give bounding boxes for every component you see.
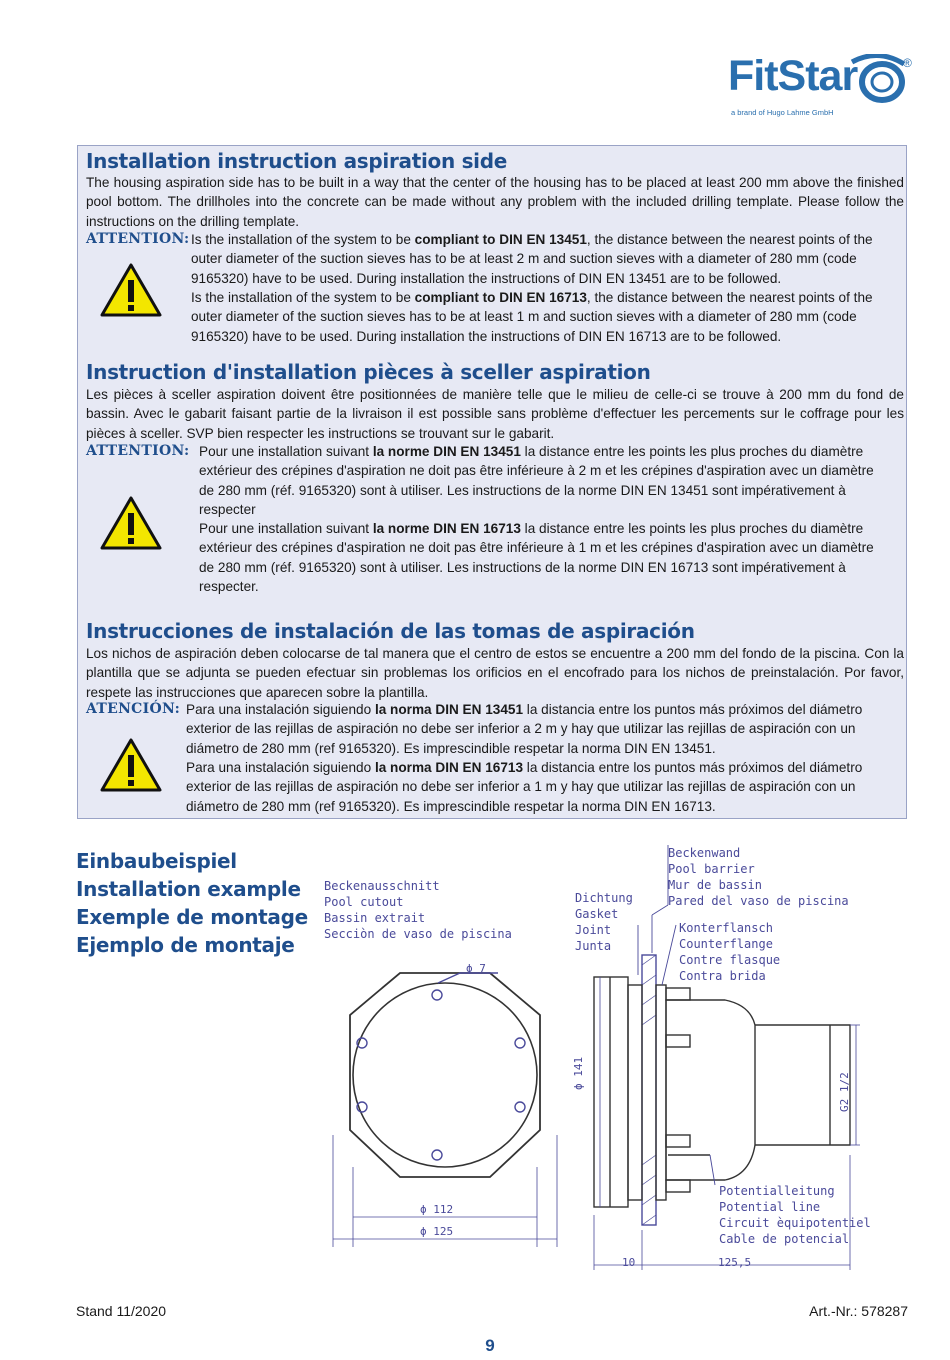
attention-label-es: ATENCIÓN: xyxy=(86,701,181,717)
attention-text-fr-1: Pour une installation suivant la norme DIN EN 13451 la distance entre les points les plus proches du diamètre extérieur des crépines d'aspiration ne doit pas être inférieure à 2 m et les crépines d'aspiration avec un diamètre de 280 mm (réf. 9165320) sont à utiliser. Les instructions de la norme DIN EN 13451 sont impérativement à respecter xyxy=(199,444,874,517)
attention-label-en: ATTENTION: xyxy=(86,231,190,247)
pool-wall-label: Beckenwand Pool barrier Mur de bassin Pared del vaso de piscina xyxy=(668,846,849,908)
logo-wordmark: FitStar xyxy=(728,52,858,100)
inner-diameter-dim: ϕ 112 xyxy=(420,1203,454,1216)
warning-icon xyxy=(100,263,162,317)
fitstar-logo xyxy=(728,50,928,125)
depth-dim-large: 125,5 xyxy=(718,1256,752,1269)
example-heading-de: Einbaubeispiel xyxy=(76,849,237,873)
example-heading-fr: Exemple de montage xyxy=(76,905,308,929)
potential-line-label: Potentialleitung Potential line Circuit èquipotentiel Cable de potencial xyxy=(719,1184,871,1246)
section-title-en: Installation instruction aspiration side xyxy=(86,149,508,173)
warning-icon xyxy=(100,496,162,550)
stand-date: Stand 11/2020 xyxy=(76,1303,167,1319)
example-heading-en: Installation example xyxy=(76,877,301,901)
attention-text-es-2: Para una instalación siguiendo la norma DIN EN 16713 la distancia entre los puntos más próximos del diámetro exterior de las rejillas de aspiración no debe ser inferior a 1 m y hay que utilizar las rejillas de aspiración con un diámetro de 280 mm (ref 9165320). Es imprescindible respetar la norma DIN EN 16713. xyxy=(186,760,863,814)
registered-mark: ® xyxy=(903,56,912,70)
hole-diameter-dim: ϕ 7 xyxy=(466,962,486,975)
outer-diameter-dim: ϕ 125 xyxy=(420,1225,454,1238)
counterflange-label: Konterflansch Counterflange Contre flasque Contra brida xyxy=(679,921,781,983)
logo-tagline: a brand of Hugo Lahme GmbH xyxy=(731,108,834,117)
section-title-es: Instrucciones de instalación de las tomas de aspiración xyxy=(86,619,695,643)
section-body-fr: Les pièces à sceller aspiration doivent être positionnées de manière telle que le milieu de celle-ci se trouve à 200 mm du fond de bassin. Avec le gabarit faisant partie de la livraison il est possible sans problème d'effectuer les percements sur le coffrage pour les pièces à sceller. SVP bien respecter les instructions se trouvant sur le gabarit. xyxy=(86,387,904,441)
installation-example-headings xyxy=(76,847,308,959)
height-dim: ϕ 141 xyxy=(572,1056,585,1090)
section-title-fr: Instruction d'installation pièces à sceller aspiration xyxy=(86,360,651,384)
logo-ring-icon xyxy=(848,54,908,106)
instruction-box xyxy=(77,145,907,819)
attention-text-en-2: Is the installation of the system to be compliant to DIN EN 16713, the distance between the nearest points of the outer diameter of the suction sieves has to be at least 1 m and suction sieves with a diameter of 280 mm (code 9165320) have to be used. During installation the instructions of DIN EN 16713 are to be followed. xyxy=(191,290,873,344)
attention-label-fr: ATTENTION: xyxy=(86,443,190,459)
depth-dim-small: 10 xyxy=(622,1256,636,1269)
section-body-en: The housing aspiration side has to be built in a way that the center of the housing has to be placed at least 200 mm above the finished pool bottom. The drillholes into the concrete can be made without any problem with the included drilling template. Please follow the instructions on the drilling template. xyxy=(86,175,904,229)
section-body-es: Los nichos de aspiración deben colocarse de tal manera que el centro de estos se encuentre a 200 mm del fondo de la piscina. Con la plantilla que se adjunta se pueden efectuar sin problemas los orificios en el encofrado para los nichos de preinstalación. Por favor, respete las instrucciones que aparecen sobre la plantilla. xyxy=(86,646,904,700)
page-number: 9 xyxy=(485,1336,495,1355)
gasket-label: Dichtung Gasket Joint Junta xyxy=(575,891,633,953)
attention-text-en-1: Is the installation of the system to be compliant to DIN EN 13451, the distance between the nearest points of the outer diameter of the suction sieves has to be at least 2 m and suction sieves with a diameter of 280 mm (code 9165320) have to be used. During installation the instructions of DIN EN 13451 are to be followed. xyxy=(191,232,873,286)
cutout-label: Beckenausschnitt Pool cutout Bassin extrait Secciòn de vaso de piscina xyxy=(324,879,512,941)
warning-icon xyxy=(100,738,162,792)
attention-text-fr-2: Pour une installation suivant la norme DIN EN 16713 la distance entre les points les plus proches du diamètre extérieur des crépines d'aspiration ne doit pas être inférieure à 1 m et les crépines d'aspiration avec un diamètre de 280 mm (réf. 9165320) sont à utiliser. Les instructions de la norme DIN EN 16713 sont impérativement à respecter. xyxy=(199,521,874,594)
example-heading-es: Ejemplo de montaje xyxy=(76,933,295,957)
article-number: Art.-Nr.: 578287 xyxy=(809,1303,908,1319)
attention-text-es-1: Para una instalación siguiendo la norma DIN EN 13451 la distancia entre los puntos más próximos del diámetro exterior de las rejillas de aspiración no debe ser inferior a 2 m y hay que utilizar las rejillas de aspiración con un diámetro de 280 mm (ref 9165320). Es imprescindible respetar la norma DIN EN 13451. xyxy=(186,702,863,756)
thread-dim: G2 1/2 xyxy=(838,1072,851,1112)
